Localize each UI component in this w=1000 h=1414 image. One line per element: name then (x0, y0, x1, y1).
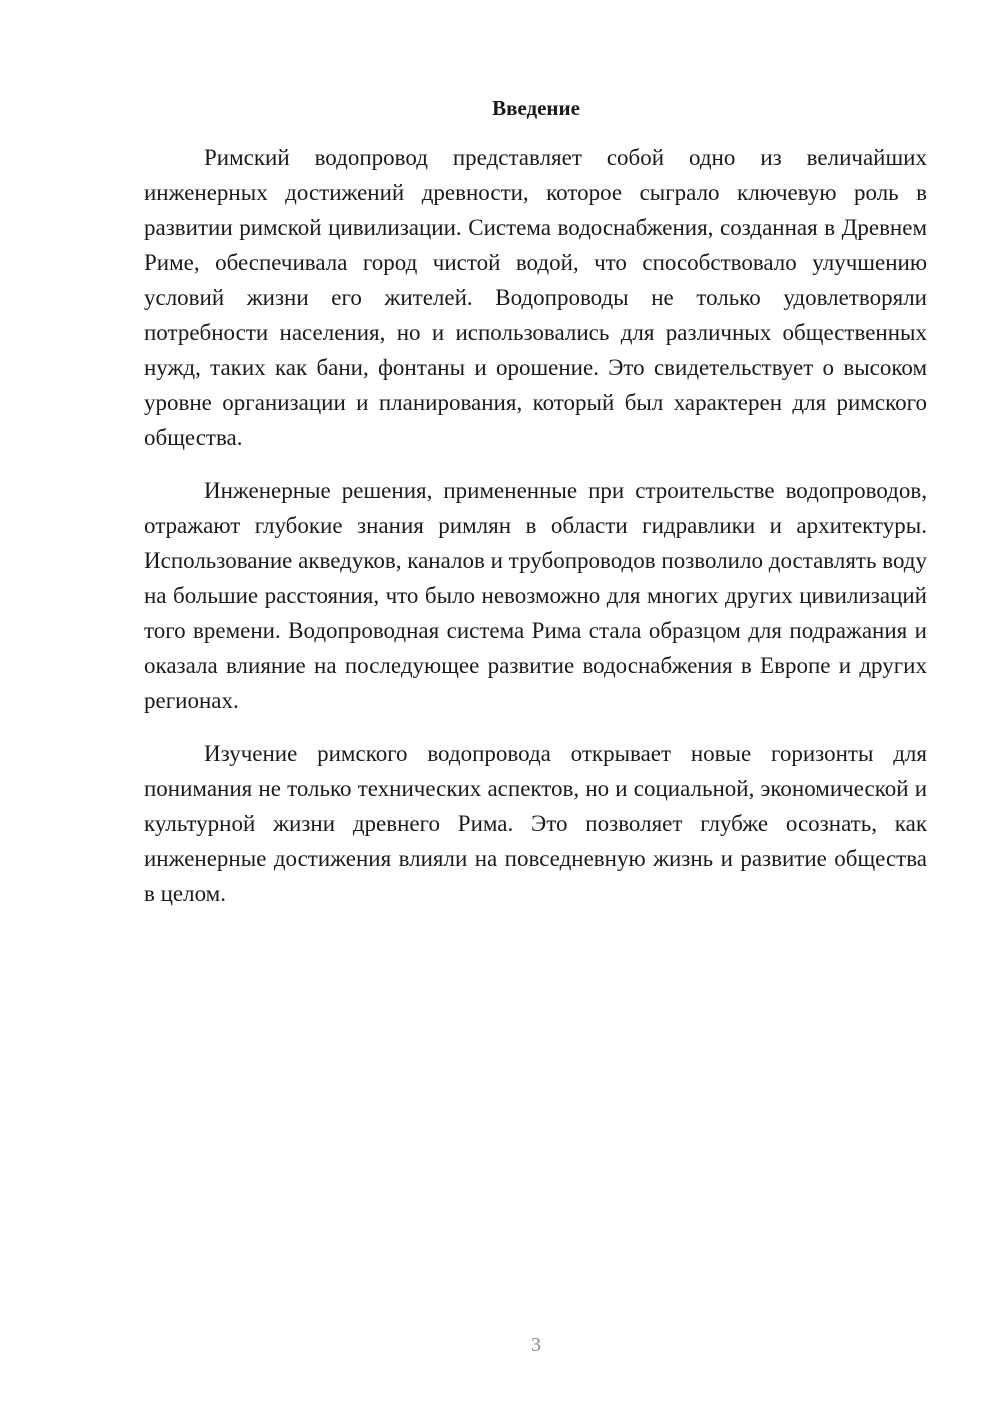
paragraph-1: Римский водопровод представляет собой одно из величайших инженерных достижений древности, которое сыграло ключевую роль в развитии римской цивилизации. Система водоснабжения, созданная в Древнем Риме, обеспечивала город чистой водой, что способствовало улучшению условий жизни его жителей. Водопроводы не только удовлетворяли потребности населения, но и использовались для различных общественных нужд, таких как бани, фонтаны и орошение. Это свидетельствует о высоком уровне организации и планирования, который был характерен для римского общества. (144, 145, 927, 450)
body-text (144, 140, 927, 929)
paragraph-2: Инженерные решения, примененные при строительстве водопроводов, отражают глубокие знания римлян в области гидравлики и архитектуры. Использование акведуков, каналов и трубопроводов позволило доставлять воду на большие расстояния, что было невозможно для многих других цивилизаций того времени. Водопроводная система Рима стала образцом для подражания и оказала влияние на последующее развитие водоснабжения в Европе и других регионах. (144, 478, 927, 713)
page-title: Введение (492, 96, 580, 120)
page-number: 3 (531, 1334, 541, 1356)
paragraph-3: Изучение римского водопровода открывает новые горизонты для понимания не только технических аспектов, но и социальной, экономической и культурной жизни древнего Рима. Это позволяет глубже осознать, как инженерные достижения влияли на повседневную жизнь и развитие общества в целом. (144, 741, 927, 906)
